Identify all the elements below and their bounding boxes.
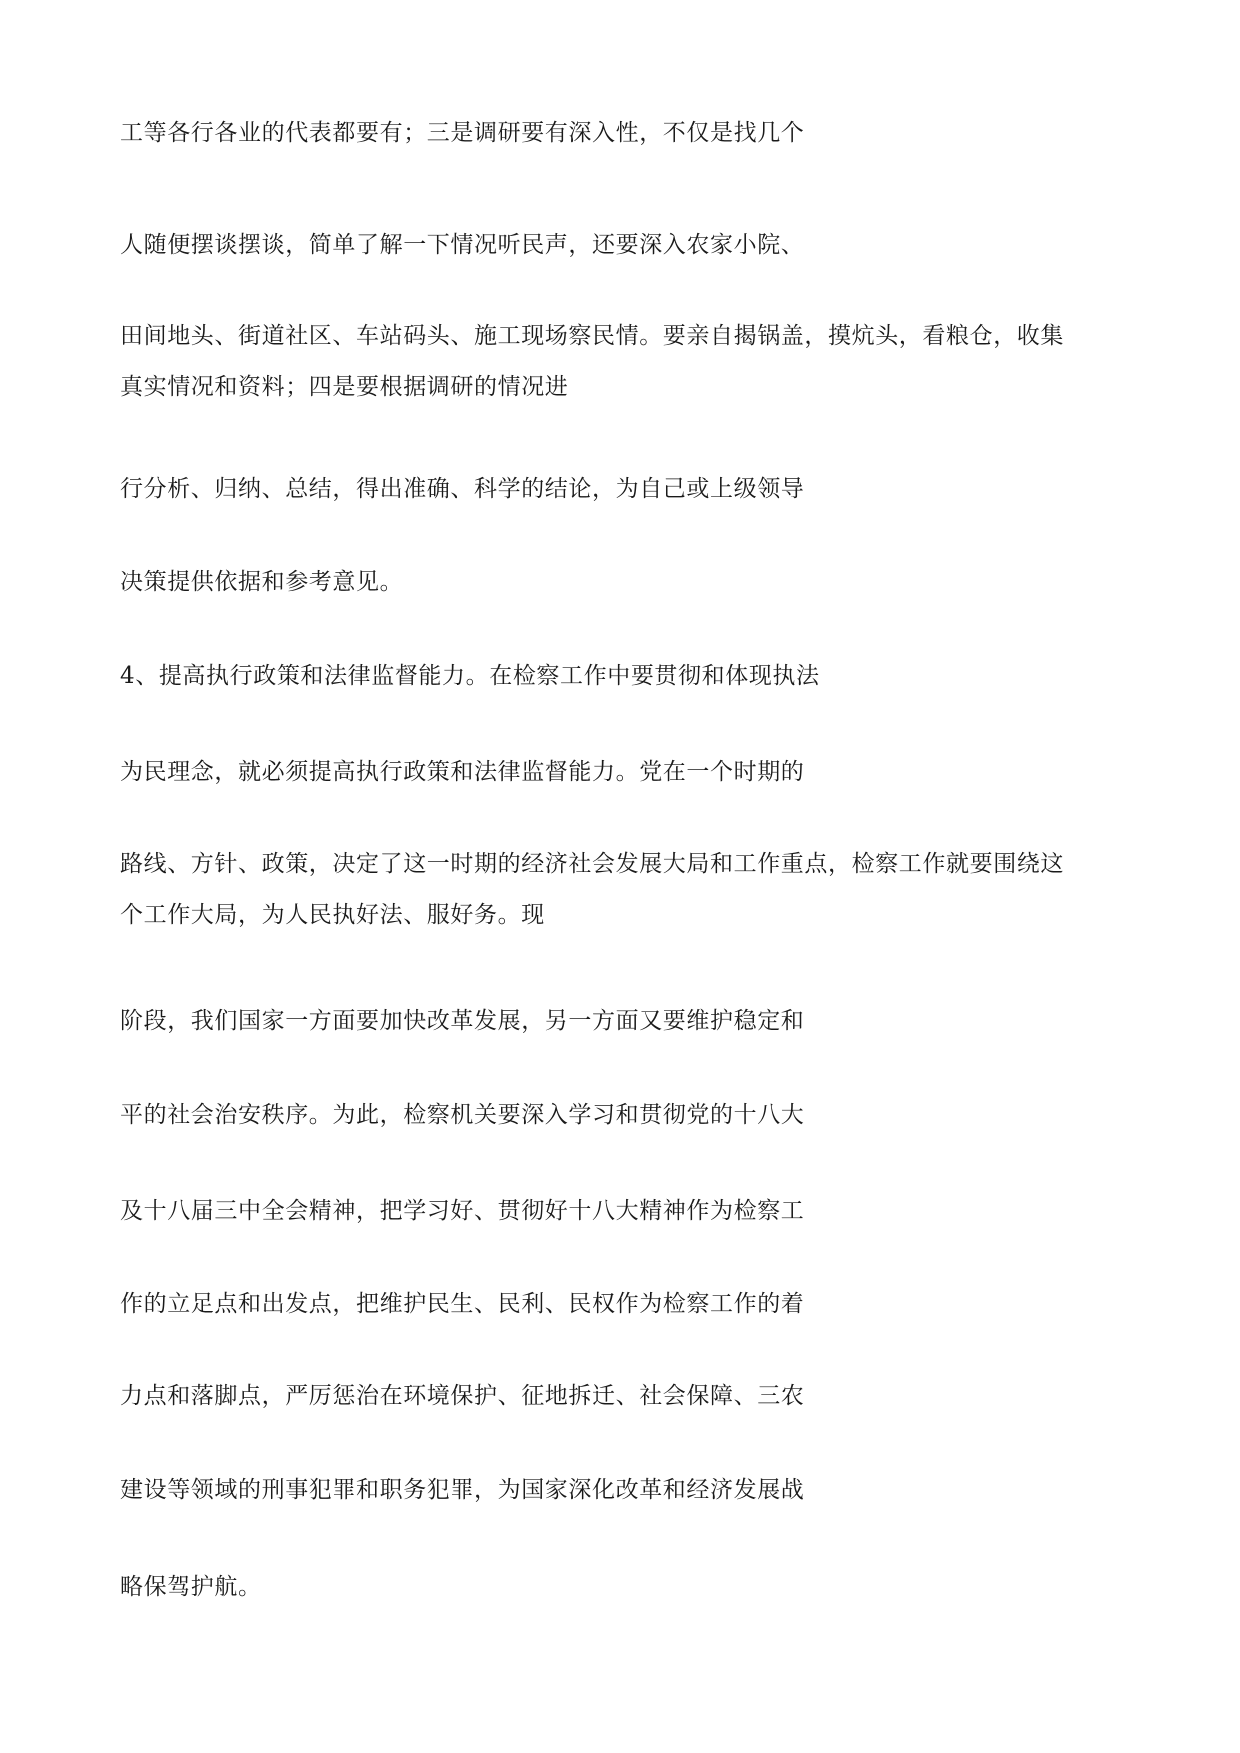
body-text-line: 为民理念，就必须提高执行政策和法律监督能力。党在一个时期的 <box>120 759 805 785</box>
body-text-line: 决策提供依据和参考意见。 <box>120 569 404 595</box>
body-text-line: 工等各行各业的代表都要有；三是调研要有深入性，不仅是找几个 <box>120 120 805 146</box>
body-text-line: 人随便摆谈摆谈，简单了解一下情况听民声，还要深入农家小院、 <box>120 232 805 258</box>
body-text-line: 路线、方针、政策，决定了这一时期的经济社会发展大局和工作重点，检察工作就要围绕这 <box>120 851 1064 877</box>
body-text-line: 个工作大局，为人民执好法、服好务。现 <box>120 902 545 928</box>
body-text-line: 阶段，我们国家一方面要加快改革发展，另一方面又要维护稳定和 <box>120 1008 805 1034</box>
body-text-line: 田间地头、街道社区、车站码头、施工现场察民情。要亲自揭锅盖，摸炕头，看粮仓，收集 <box>120 323 1064 349</box>
body-text-line: 力点和落脚点，严厉惩治在环境保护、征地拆迁、社会保障、三农 <box>120 1383 805 1409</box>
body-text-line: 真实情况和资料；四是要根据调研的情况进 <box>120 374 569 400</box>
body-text-line: 作的立足点和出发点，把维护民生、民利、民权作为检察工作的着 <box>120 1291 805 1317</box>
body-text-line: 略保驾护航。 <box>120 1574 262 1600</box>
body-text-line: 及十八届三中全会精神，把学习好、贯彻好十八大精神作为检察工 <box>120 1198 805 1224</box>
body-text-line: 4、提高执行政策和法律监督能力。在检察工作中要贯彻和体现执法 <box>120 663 820 689</box>
body-text-line: 建设等领域的刑事犯罪和职务犯罪，为国家深化改革和经济发展战 <box>120 1477 805 1503</box>
body-text-line: 平的社会治安秩序。为此，检察机关要深入学习和贯彻党的十八大 <box>120 1102 805 1128</box>
body-text-line: 行分析、归纳、总结，得出准确、科学的结论，为自己或上级领导 <box>120 476 805 502</box>
